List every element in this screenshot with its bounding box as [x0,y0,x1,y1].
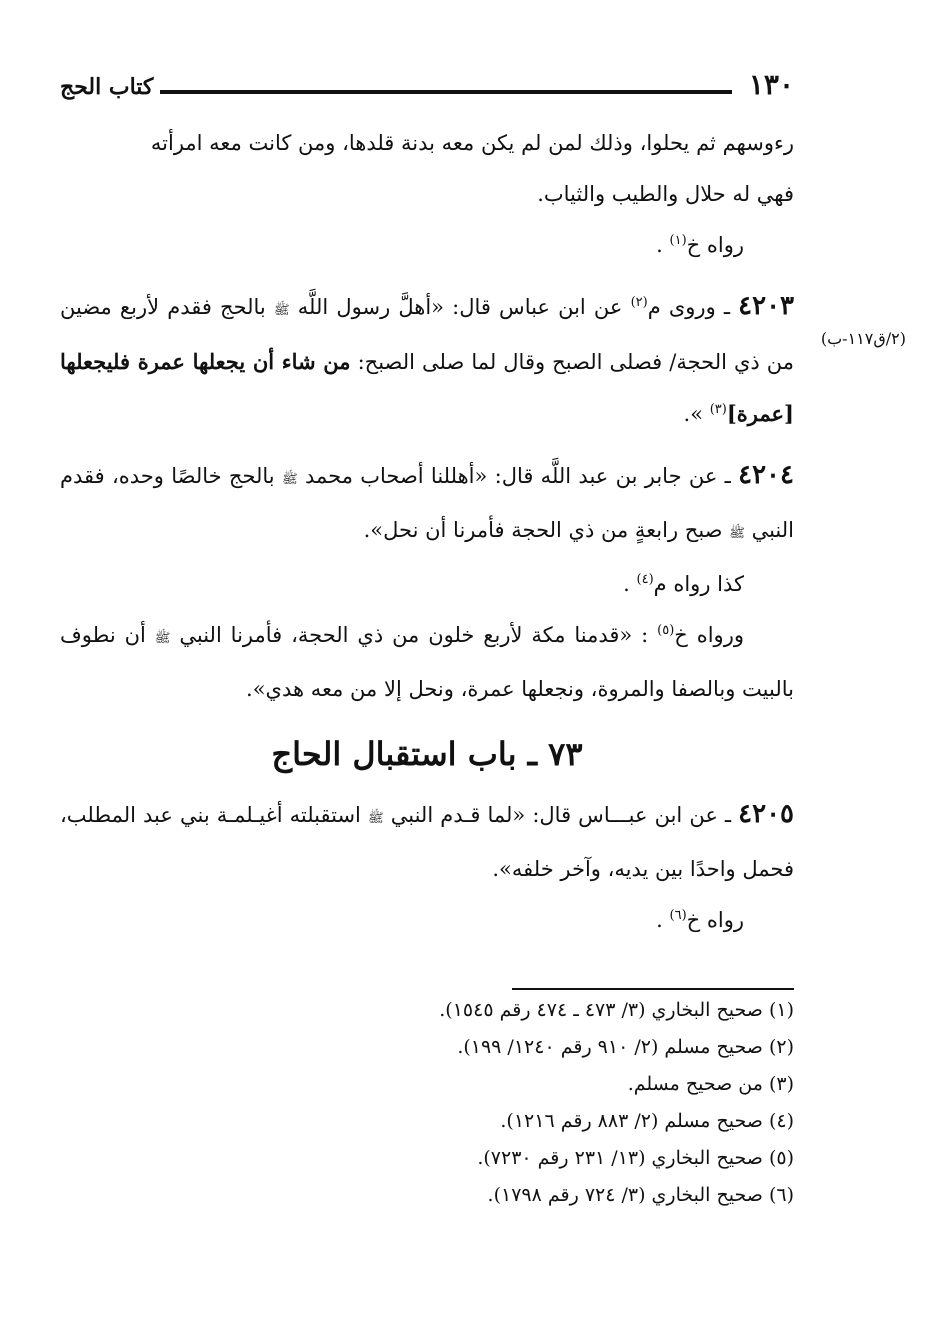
main-text [60,118,794,946]
hadith-4204-riwaya-2 [60,610,794,715]
hadith-4203 [60,281,794,440]
hadith-4204-text-e: أن نطوف بالبيت وبالصفا والمروة، ونجعلها عمرة، ونحل إلا من معه هدي». [60,623,794,701]
salla-symbol: ﷺ [367,811,384,826]
hadith-4204-text-b: بالحج خالصًا وحده، فقدم النبي [60,464,794,542]
riwaya-text: ورواه خ [674,623,744,647]
continuation-paragraph [60,118,794,220]
hadith-number-4204: ٤٢٠٤ [738,460,794,490]
hadith-number-4203: ٤٢٠٣ [738,291,794,321]
footnote-6: (٦) صحيح البخاري (٣/ ٧٢٤ رقم ١٧٩٨). [487,1184,794,1206]
running-title: كتاب الحج [60,74,154,100]
page-number: ١٣٠ [748,68,794,101]
hadith-4204-text-a: ـ عن جابر بن عبد اللَّه قال: «أهللنا أصحاب محمد [297,464,739,488]
salla-symbol: ﷺ [729,526,745,541]
riwaya-text: كذا رواه م [653,572,744,596]
footnote-2: (٢) صحيح مسلم (٢/ ٩١٠ رقم ١٢٤٠/ ١٩٩). [457,1036,794,1058]
salla-symbol: ﷺ [281,472,298,487]
footnote-1: (١) صحيح البخاري (٣/ ٤٧٣ ـ ٤٧٤ رقم ١٥٤٥). [439,999,794,1021]
hadith-4204-text-c: صبح رابعةٍ من ذي الحجة فأمرنا أن نحل». [363,518,730,542]
hadith-4204 [60,450,794,559]
hadith-4203-text-d: ». [683,402,710,426]
hadith-4204-text-d: : «قدمنا مكة لأربع خلون من ذي الحجة، فأمرنا النبي [170,623,658,647]
footnote-ref-1: (١) [669,233,687,248]
continuation-line-1: رءوسهم ثم يحلوا، وذلك لمن لم يكن معه بدنة قلدها، ومن كانت معه امرأته [150,131,794,155]
footnote-ref-3: (٣) [709,402,727,417]
hadith-4203-text-a: ـ وروى م [647,295,739,319]
footnote-3: (٣) من صحيح مسلم. [627,1073,794,1095]
hadith-4204-riwaya-1: كذا رواه م$^{(٤)}$ . [623,572,744,596]
continuation-line-2: فهي له حلال والطيب والثياب. [537,182,794,206]
hadith-4203-text-b: عن ابن عباس قال: «أهلَّ رسول اللَّه [289,295,631,319]
header-rule [160,90,732,94]
chapter-heading: ٧٣ ـ باب استقبال الحاج [271,735,583,773]
footnote-ref-2: (٢) [630,295,648,310]
continuation-riwaya: رواه خ$^{(١)}$ . [656,233,744,257]
hadith-4203-bold-text: من شاء أن يجعلها عمرة فليجعلها [عمرة] [60,349,794,426]
manuscript-folio-note: (٢/ق١١٧-ب) [820,329,906,348]
footnote-5: (٥) صحيح البخاري (١٣/ ٢٣١ رقم ٧٢٣٠). [477,1147,794,1169]
hadith-4205-riwaya: رواه خ$^{(٦)}$ . [656,908,744,932]
salla-symbol: ﷺ [154,631,171,646]
footnote-4: (٤) صحيح مسلم (٢/ ٨٨٣ رقم ١٢١٦). [500,1110,794,1132]
hadith-4203-text-c: بالحج فقدم لأربع مضين من ذي الحجة/ فصلى الصبح وقال لما صلى الصبح: [60,295,795,374]
footnote-ref-5: (٥) [657,623,675,638]
salla-symbol: ﷺ [273,303,290,318]
footnotes [274,992,794,1214]
hadith-4205-text-b: استقبلته أغيـلمـة بني عبد المطلب، فحمل واحدًا بين يديه، وآخر خلفه». [60,803,794,881]
footnote-rule [512,988,794,990]
hadith-4205-text-a: ـ عن ابن عبـــاس قال: «لما قـدم النبي [383,803,739,827]
hadith-4205 [60,789,794,895]
footnote-ref-6: (٦) [669,908,687,923]
footnote-ref-4: (٤) [636,572,654,587]
page-header [60,68,794,108]
riwaya-text: رواه خ [686,233,744,257]
riwaya-text: رواه خ [686,908,744,932]
hadith-number-4205: ٤٢٠٥ [738,799,794,829]
